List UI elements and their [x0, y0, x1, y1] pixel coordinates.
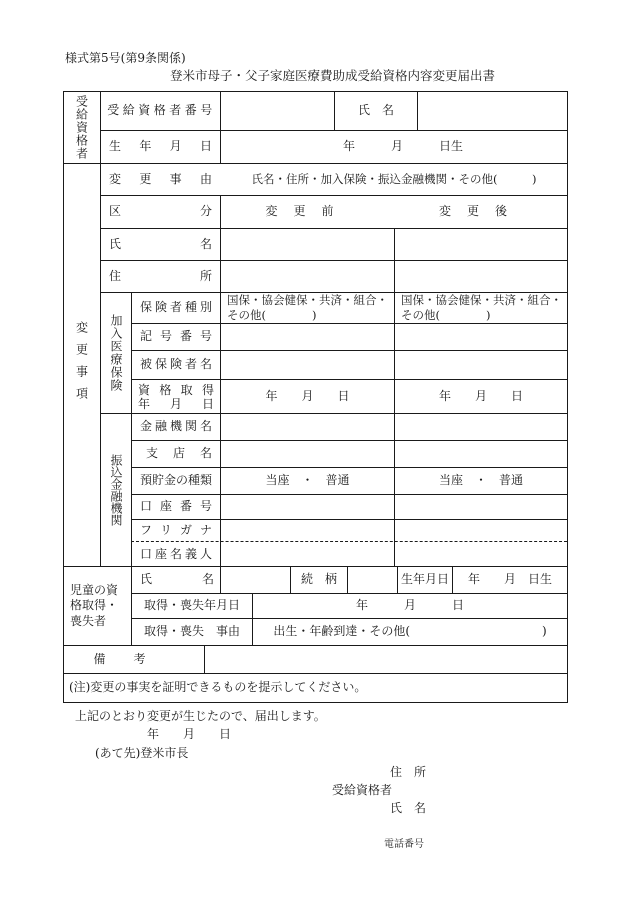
recipient-name-field[interactable] — [418, 91, 567, 130]
furigana-before-field[interactable] — [221, 519, 394, 541]
addressee-text: (あて先)登米市長 — [95, 746, 189, 760]
holder-after-field[interactable] — [395, 542, 567, 566]
bank-section-label: 振込金融機関 — [109, 453, 123, 526]
account-after-field[interactable] — [395, 494, 567, 519]
change-reason-label: 変 更 事 由 — [109, 171, 212, 186]
child-date-field[interactable]: 年 月 日 — [355, 598, 464, 612]
child-date-label: 取得・喪失年月日 — [143, 598, 240, 612]
note-text: (注)変更の事実を証明できるものを提示してください。 — [69, 680, 367, 694]
submission-date[interactable]: 年 月 日 — [147, 727, 232, 741]
recipient-name-label: 氏 名 — [357, 103, 394, 117]
recipient-number-label: 受給資格者番号 — [107, 103, 216, 117]
after-header: 変更後 — [438, 204, 523, 218]
child-reason-label: 取得・喪失 事由 — [143, 624, 240, 638]
holder-label: 口 座 名 義 人 — [140, 546, 212, 561]
child-reason-options[interactable]: 出生・年齢到達・その他( ) — [273, 624, 547, 638]
remarks-field[interactable] — [205, 645, 567, 673]
furigana-after-field[interactable] — [395, 519, 567, 541]
branch-after-field[interactable] — [395, 440, 567, 467]
branch-label: 支 店 名 — [146, 446, 212, 460]
form-table — [63, 91, 568, 703]
change-reason-options[interactable]: 氏名・住所・加入保険・振込金融機関・その他( ) — [251, 171, 537, 186]
insured-name-label: 被 保 険 者 名 — [140, 357, 212, 371]
name-label: 氏 名 — [109, 236, 212, 251]
insurer-type-label: 保 険 者 種 別 — [140, 300, 212, 314]
insurer-type-after[interactable]: 国保・協会健保・共済・組合・ その他( ) — [401, 293, 562, 322]
deposit-before-options[interactable]: 当座 ・ 普通 — [265, 473, 350, 487]
bank-before-field[interactable] — [221, 413, 394, 440]
deposit-after-options[interactable]: 当座 ・ 普通 — [438, 473, 523, 487]
acquired-before-field[interactable]: 年 月 日 — [265, 388, 350, 403]
child-relation-field[interactable] — [348, 566, 397, 593]
address-label: 住 所 — [109, 268, 212, 283]
recipient-number-field[interactable] — [221, 91, 334, 130]
applicant-address-label: 住 所 — [390, 765, 427, 779]
branch-before-field[interactable] — [221, 440, 394, 467]
name-before-field[interactable] — [221, 228, 394, 260]
applicant-role-label: 受給資格者 — [332, 783, 393, 797]
form-number: 様式第5号(第9条関係) — [65, 51, 186, 65]
remarks-label: 備考 — [93, 651, 174, 666]
bank-after-field[interactable] — [395, 413, 567, 440]
declaration-text: 上記のとおり変更が生じたので、届出します。 — [75, 709, 326, 723]
account-number-label: 口 座 番 号 — [140, 499, 212, 513]
child-birth-label: 生年月日 — [400, 572, 449, 586]
holder-before-field[interactable] — [221, 542, 394, 566]
name-after-field[interactable] — [395, 228, 567, 260]
before-header: 変更前 — [265, 204, 350, 218]
child-name-field[interactable] — [221, 566, 290, 593]
insured-after-field[interactable] — [395, 350, 567, 379]
bank-name-label: 金 融 機 関 名 — [140, 419, 212, 433]
child-section-label: 児童の資格取得・喪失者 — [70, 582, 119, 628]
acquired-after-field[interactable]: 年 月 日 — [438, 388, 523, 403]
recipient-section-label: 受給資格者 — [74, 94, 89, 160]
furigana-label: フ リ ガ ナ — [140, 522, 212, 537]
category-label: 区 分 — [109, 204, 212, 218]
recipient-birth-label: 生 年 月 日 — [109, 139, 212, 153]
change-section-label: 変更事項 — [74, 320, 89, 409]
insurer-type-before[interactable]: 国保・協会健保・共済・組合・ その他( ) — [227, 293, 388, 322]
account-before-field[interactable] — [221, 494, 394, 519]
recipient-birth-field[interactable]: 年 月 日生 — [342, 139, 463, 153]
form-title: 登米市母子・父子家庭医療費助成受給資格内容変更届出書 — [170, 68, 496, 83]
address-after-field[interactable] — [395, 260, 567, 292]
child-name-label: 氏 名 — [140, 572, 214, 586]
address-before-field[interactable] — [221, 260, 394, 292]
insured-before-field[interactable] — [221, 350, 394, 379]
child-birth-field[interactable]: 年 月 日生 — [467, 572, 552, 586]
symbol-after-field[interactable] — [395, 323, 567, 350]
deposit-type-label: 預貯金の種類 — [139, 473, 212, 487]
acquired-date-label: 資 格 取 得 年 月 日 — [138, 383, 214, 411]
symbol-before-field[interactable] — [221, 323, 394, 350]
insurance-section-label: 加入医療保険 — [109, 313, 123, 392]
symbol-number-label: 記 号 番 号 — [140, 329, 212, 343]
applicant-phone-label: 電話番号 — [384, 839, 424, 850]
applicant-name-label: 氏 名 — [390, 801, 427, 815]
child-relation-label: 続 柄 — [300, 572, 337, 586]
